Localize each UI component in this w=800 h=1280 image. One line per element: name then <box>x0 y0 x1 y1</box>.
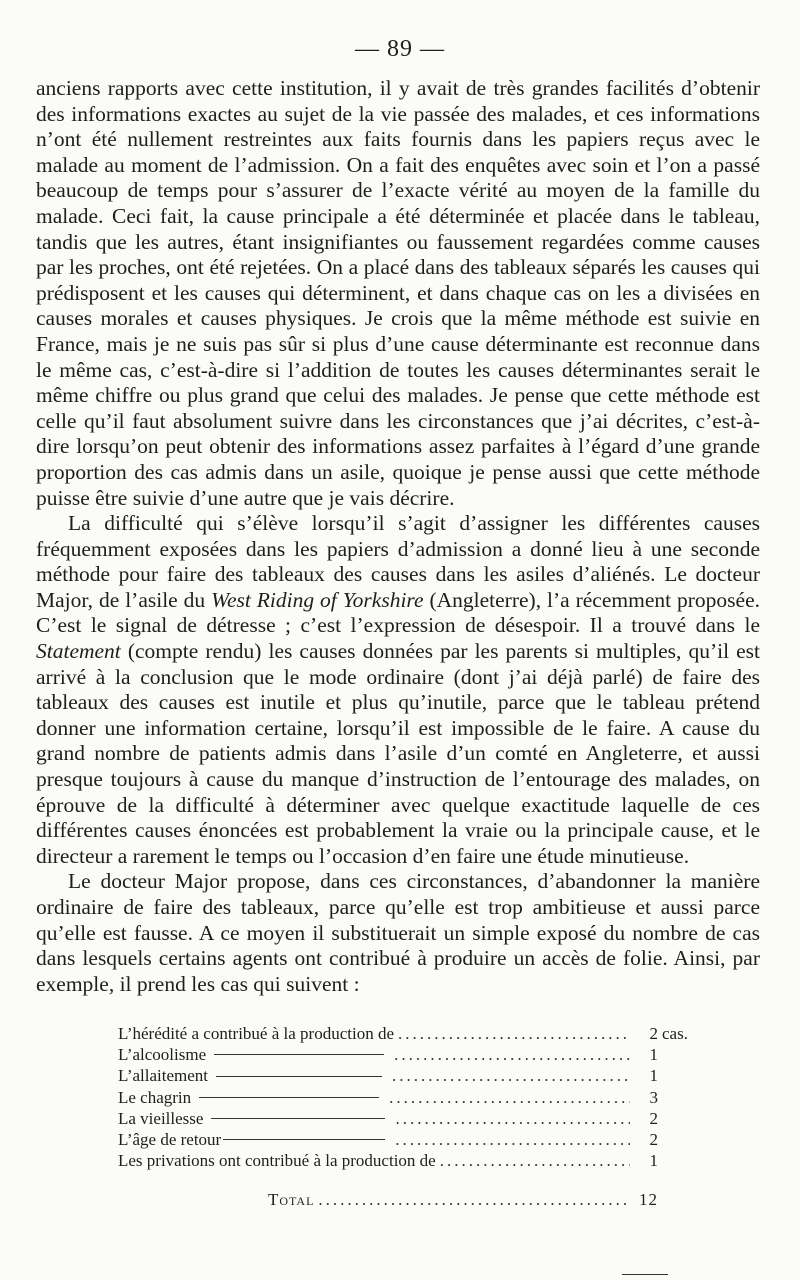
leader-dots <box>398 1023 630 1044</box>
cause-count: 2 <box>649 1024 658 1043</box>
cause-row <box>118 1023 696 1044</box>
cause-label: L’âge de retour <box>118 1130 222 1150</box>
paragraph <box>36 76 760 511</box>
cause-count: 2 <box>649 1130 658 1150</box>
cause-row <box>118 1108 696 1129</box>
cause-row <box>118 1129 696 1150</box>
page-number: — 89 — <box>355 36 445 62</box>
paragraph <box>36 869 760 997</box>
total-count: 12 <box>639 1190 658 1210</box>
ditto-rule <box>199 1097 379 1098</box>
cause-count: 3 <box>649 1087 658 1107</box>
cause-unit: cas. <box>662 1024 688 1043</box>
ditto-rule <box>223 1139 385 1140</box>
cause-row <box>118 1150 696 1171</box>
cause-count: 1 <box>649 1066 658 1086</box>
leader-dots <box>395 1129 630 1150</box>
leader-dots <box>440 1150 630 1171</box>
report-title: Statement <box>36 639 121 664</box>
total-label: Total <box>268 1190 315 1210</box>
paragraph-text: (Angleterre), l’a récemment proposée. C’est le signal de détresse ; c’est l’expression de désespoir. Il a trouvé dans le <box>36 587 761 638</box>
paragraph-text: La difficulté qui s’élève lorsqu’il s’agit d’assigner les différentes causes fréquemment exposées dans les papiers d’admission a donné lieu à une seconde méthode pour faire des tableaux des causes dans les asiles d’aliénés. Le docteur Major, de l’asile du <box>36 511 760 612</box>
total-underline <box>622 1274 668 1275</box>
cause-label: L’alcoolisme <box>118 1045 207 1065</box>
cause-row <box>118 1065 696 1086</box>
paragraph-text: (compte rendu) les causes données par les parents si multiples, qu’il est arrivé à la conclusion que le mode ordinaire (dont j’ai déjà parlé) de faire des tableaux des causes est inutile et plus qu’inutile, parce que le tableau prétend donner une information certaine, lorsqu’il est impossible de le faire. A cause du grand nombre de patients admis dans l’asile d’un comté en Angleterre, et aussi presque toujours à cause du manque d’instruction de l’entourage des malades, on éprouve de la difficulté à déterminer avec quelque exactitude laquelle de ces différentes causes énoncées est probablement la vraie ou la principale cause, et le directeur a rarement le temps ou l’occasion d’en faire une étude minutieuse. <box>36 639 760 868</box>
leader-dots <box>318 1189 630 1210</box>
cause-count: 1 <box>649 1151 658 1171</box>
causes-table <box>118 1023 696 1211</box>
ditto-rule <box>214 1054 384 1055</box>
cause-count: 2 <box>649 1108 658 1128</box>
cause-label: L’hérédité a contribué à la production de <box>118 1024 394 1043</box>
paragraph-text: Le docteur Major propose, dans ces circonstances, d’abandonner la manière ordinaire de faire des tableaux, parce qu’elle est trop ambitieuse et aussi parce qu’elle est fausse. A ce moyen il substituerait un simple exposé du nombre de cas dans lesquels certains agents ont contribué à produire un accès de folie. Ainsi, par exemple, il prend les cas qui suivent : <box>36 869 760 996</box>
leader-dots <box>392 1065 630 1086</box>
ditto-rule <box>211 1118 385 1119</box>
paragraph-text: anciens rapports avec cette institution, il y avait de très grandes facilités d’obtenir des informations exactes au sujet de la vie passée des malades, et ces informations n’ont été nullement restreintes aux faits fournis dans les papiers reçus avec le malade au moment de l’admission. On a fait des enquêtes avec soin et l’on a passé beaucoup de temps pour s’assurer de l’exacte vérité au moyen de la famille du malade. Ceci fait, la cause principale a été déterminée et placée dans le tableau, tandis que les autres, étant insignifiantes ou faussement regardées comme causes par les proches, ont été rejetées. On a placé dans des tableaux séparés les causes qui prédisposent et les causes qui déterminent, et dans chaque cas on les a divisées en causes morales et causes physiques. Je crois que la même méthode est suivie en France, mais je ne suis pas sûr si plus d’une cause déterminante est reconnue dans le même cas, c’est-à-dire si l’addition de toutes les causes déterminantes serait le même chiffre ou plus grand que celui des malades. Je pense que cette méthode est celle qu’il faut absolument suivre dans les circonstances que j’ai décrites, c’est-à-dire lorsqu’on peut obtenir des informations assez parfaites à l’égard d’une grande proportion des cas admis dans un asile, quoique je pense aussi que cette méthode puisse être suivie d’une autre que je vais décrire. <box>36 76 760 510</box>
total-row <box>118 1189 696 1210</box>
body-text <box>36 76 760 997</box>
cause-label: Le chagrin <box>118 1087 192 1107</box>
ditto-rule <box>216 1076 382 1077</box>
cause-count: 1 <box>649 1045 658 1065</box>
leader-dots <box>394 1044 630 1065</box>
cause-row <box>118 1044 696 1065</box>
cause-row <box>118 1087 696 1108</box>
asylum-name: West Riding of Yorkshire <box>211 587 424 612</box>
cause-label: L’allaitement <box>118 1066 209 1086</box>
leader-dots <box>389 1087 630 1108</box>
cause-label: La vieillesse <box>118 1108 204 1128</box>
leader-dots <box>395 1108 630 1129</box>
paragraph <box>36 511 760 869</box>
cause-label: Les privations ont contribué à la production de <box>118 1151 436 1171</box>
